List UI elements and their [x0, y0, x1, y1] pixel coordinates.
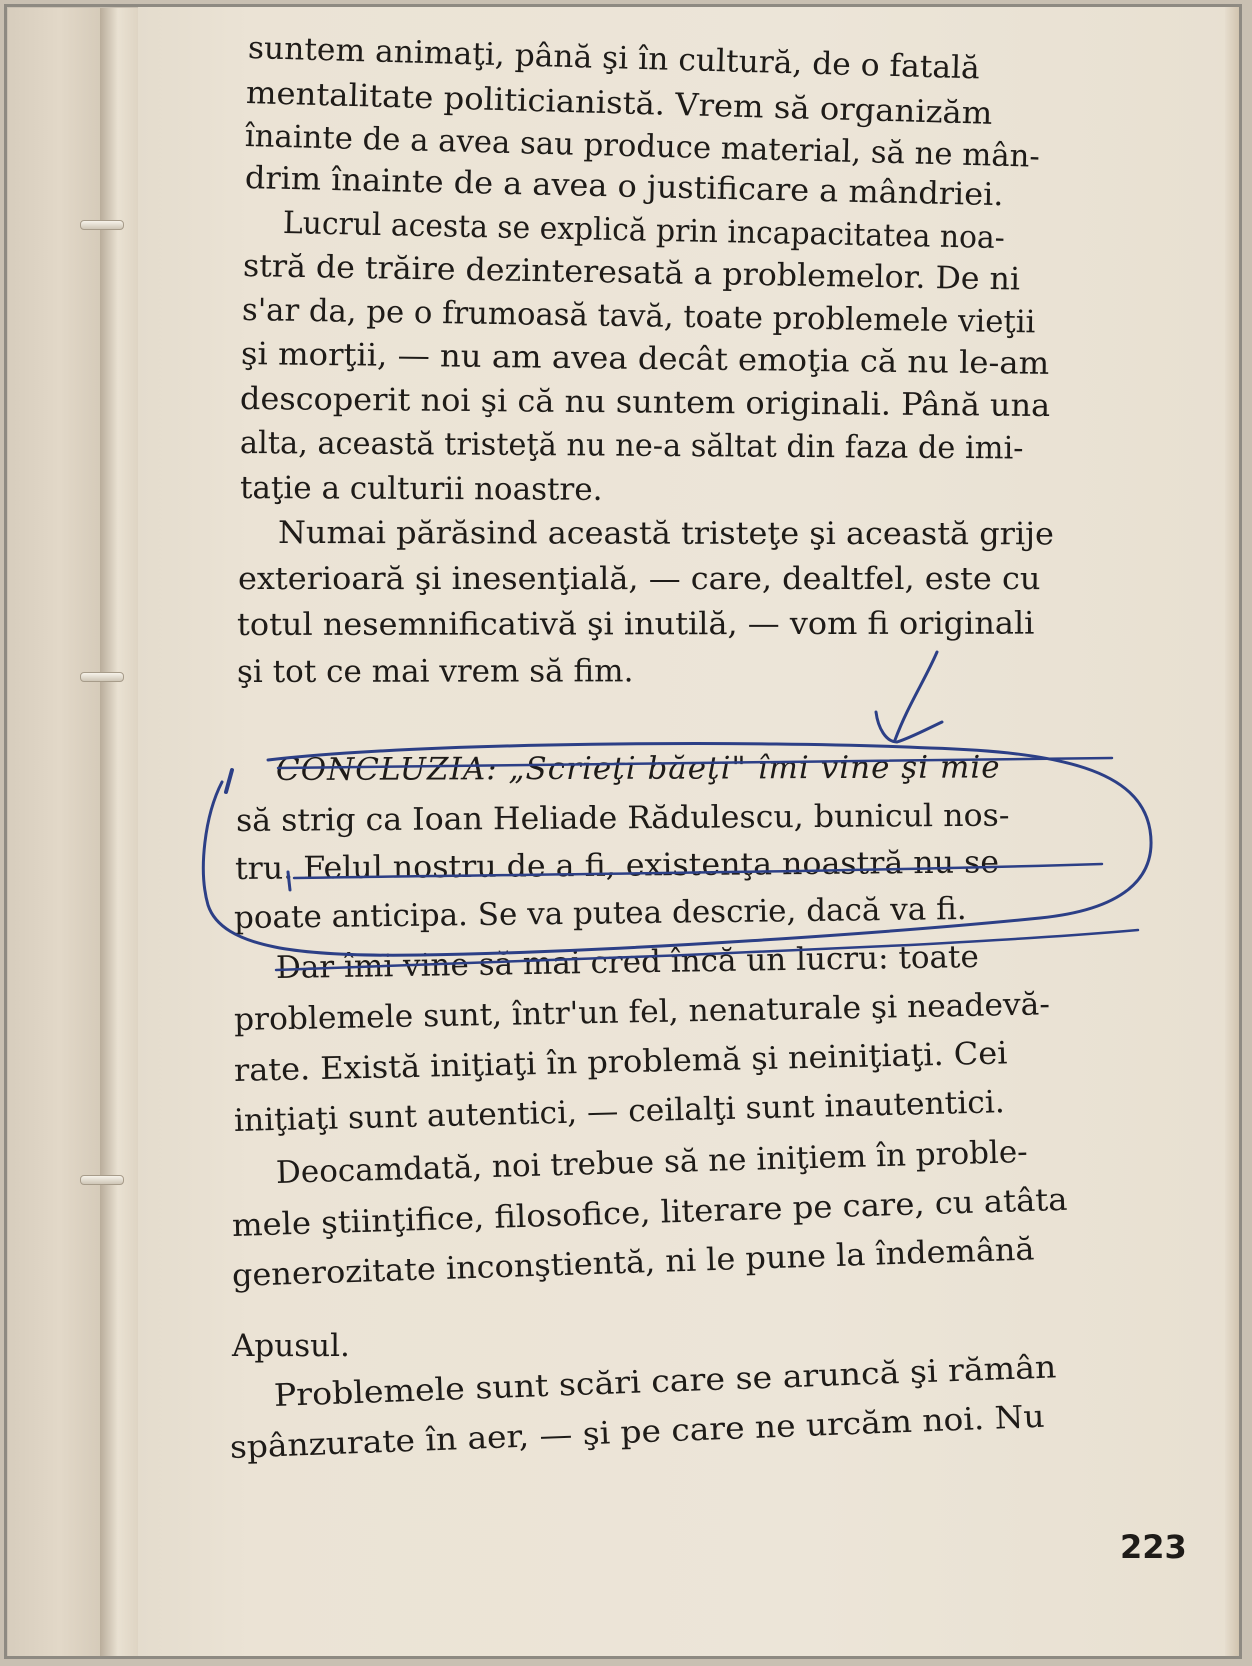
text-line: şi tot ce mai vrem să fim. [236, 653, 634, 690]
conclusion-line: CONCLUZIA: „Scrieţi băeţi" îmi vine şi mie [275, 749, 1001, 788]
text-line: drim înainte de a avea o justificare a mândriei. [244, 160, 1004, 214]
page-number: 223 [1120, 1528, 1187, 1566]
text-line: Dar îmi vine să mai cred încă un lucru: toate [275, 938, 980, 986]
text-line: tru. Felul nostru de a fi, existenţa noastră nu se [234, 844, 1000, 887]
text-line: Deocamdată, noi trebue să ne iniţiem în proble- [275, 1134, 1029, 1191]
text-line: taţie a culturii noastre. [239, 470, 603, 508]
text-line: mentalitate politicianistă. Vrem să organizăm [245, 75, 993, 132]
text-line: suntem animaţi, până şi în cultură, de o fatală [247, 30, 981, 87]
text-line: totul nesemnificativă şi inutilă, — vom fi originali [236, 605, 1035, 643]
text-line: iniţiaţi sunt autentici, — ceilalţi sunt inautentici. [233, 1084, 1006, 1139]
text-line: problemele sunt, într'un fel, nenaturale şi neadevă- [233, 986, 1051, 1038]
text-line: Problemele sunt scări care se aruncă şi rămân [273, 1349, 1057, 1414]
text-line: Lucrul acesta se explică prin incapacitatea noa- [282, 205, 1006, 257]
text-line: înainte de a avea sau produce material, să ne mân- [244, 118, 1041, 175]
text-line: s'ar da, pe o frumoasă tavă, toate problemele vieţii [241, 292, 1036, 341]
text-line: Apusul. [232, 1328, 350, 1364]
text-line: alta, această tristeţă nu ne-a săltat din faza de imi- [239, 425, 1024, 467]
text-line: spânzurate în aer, — şi pe care ne urcăm noi. Nu [229, 1398, 1046, 1466]
text-line: generozitate inconştientă, ni le pune la îndemână [231, 1231, 1035, 1294]
text-line: Numai părăsind această tristeţe şi această grije [277, 515, 1055, 553]
text-line: să strig ca Ioan Heliade Rădulescu, bunicul nos- [235, 797, 1010, 839]
text-line: şi morţii, — nu am avea decât emoţia că nu le-am [240, 336, 1050, 382]
text-line: stră de trăire dezinteresată a problemelor. De ni [242, 248, 1021, 298]
text-line: exterioară şi inesenţială, — care, dealtfel, este cu [238, 561, 1041, 597]
text-line: poate anticipa. Se va putea descrie, dacă va fi. [233, 891, 967, 936]
text-line: descoperit noi şi că nu suntem originali. Până una [239, 381, 1051, 425]
text-line: rate. Există iniţiaţi în problemă şi neiniţiaţi. Cei [233, 1035, 1008, 1089]
text-line: mele ştiinţifice, filosofice, literare pe care, cu atâta [231, 1181, 1068, 1244]
